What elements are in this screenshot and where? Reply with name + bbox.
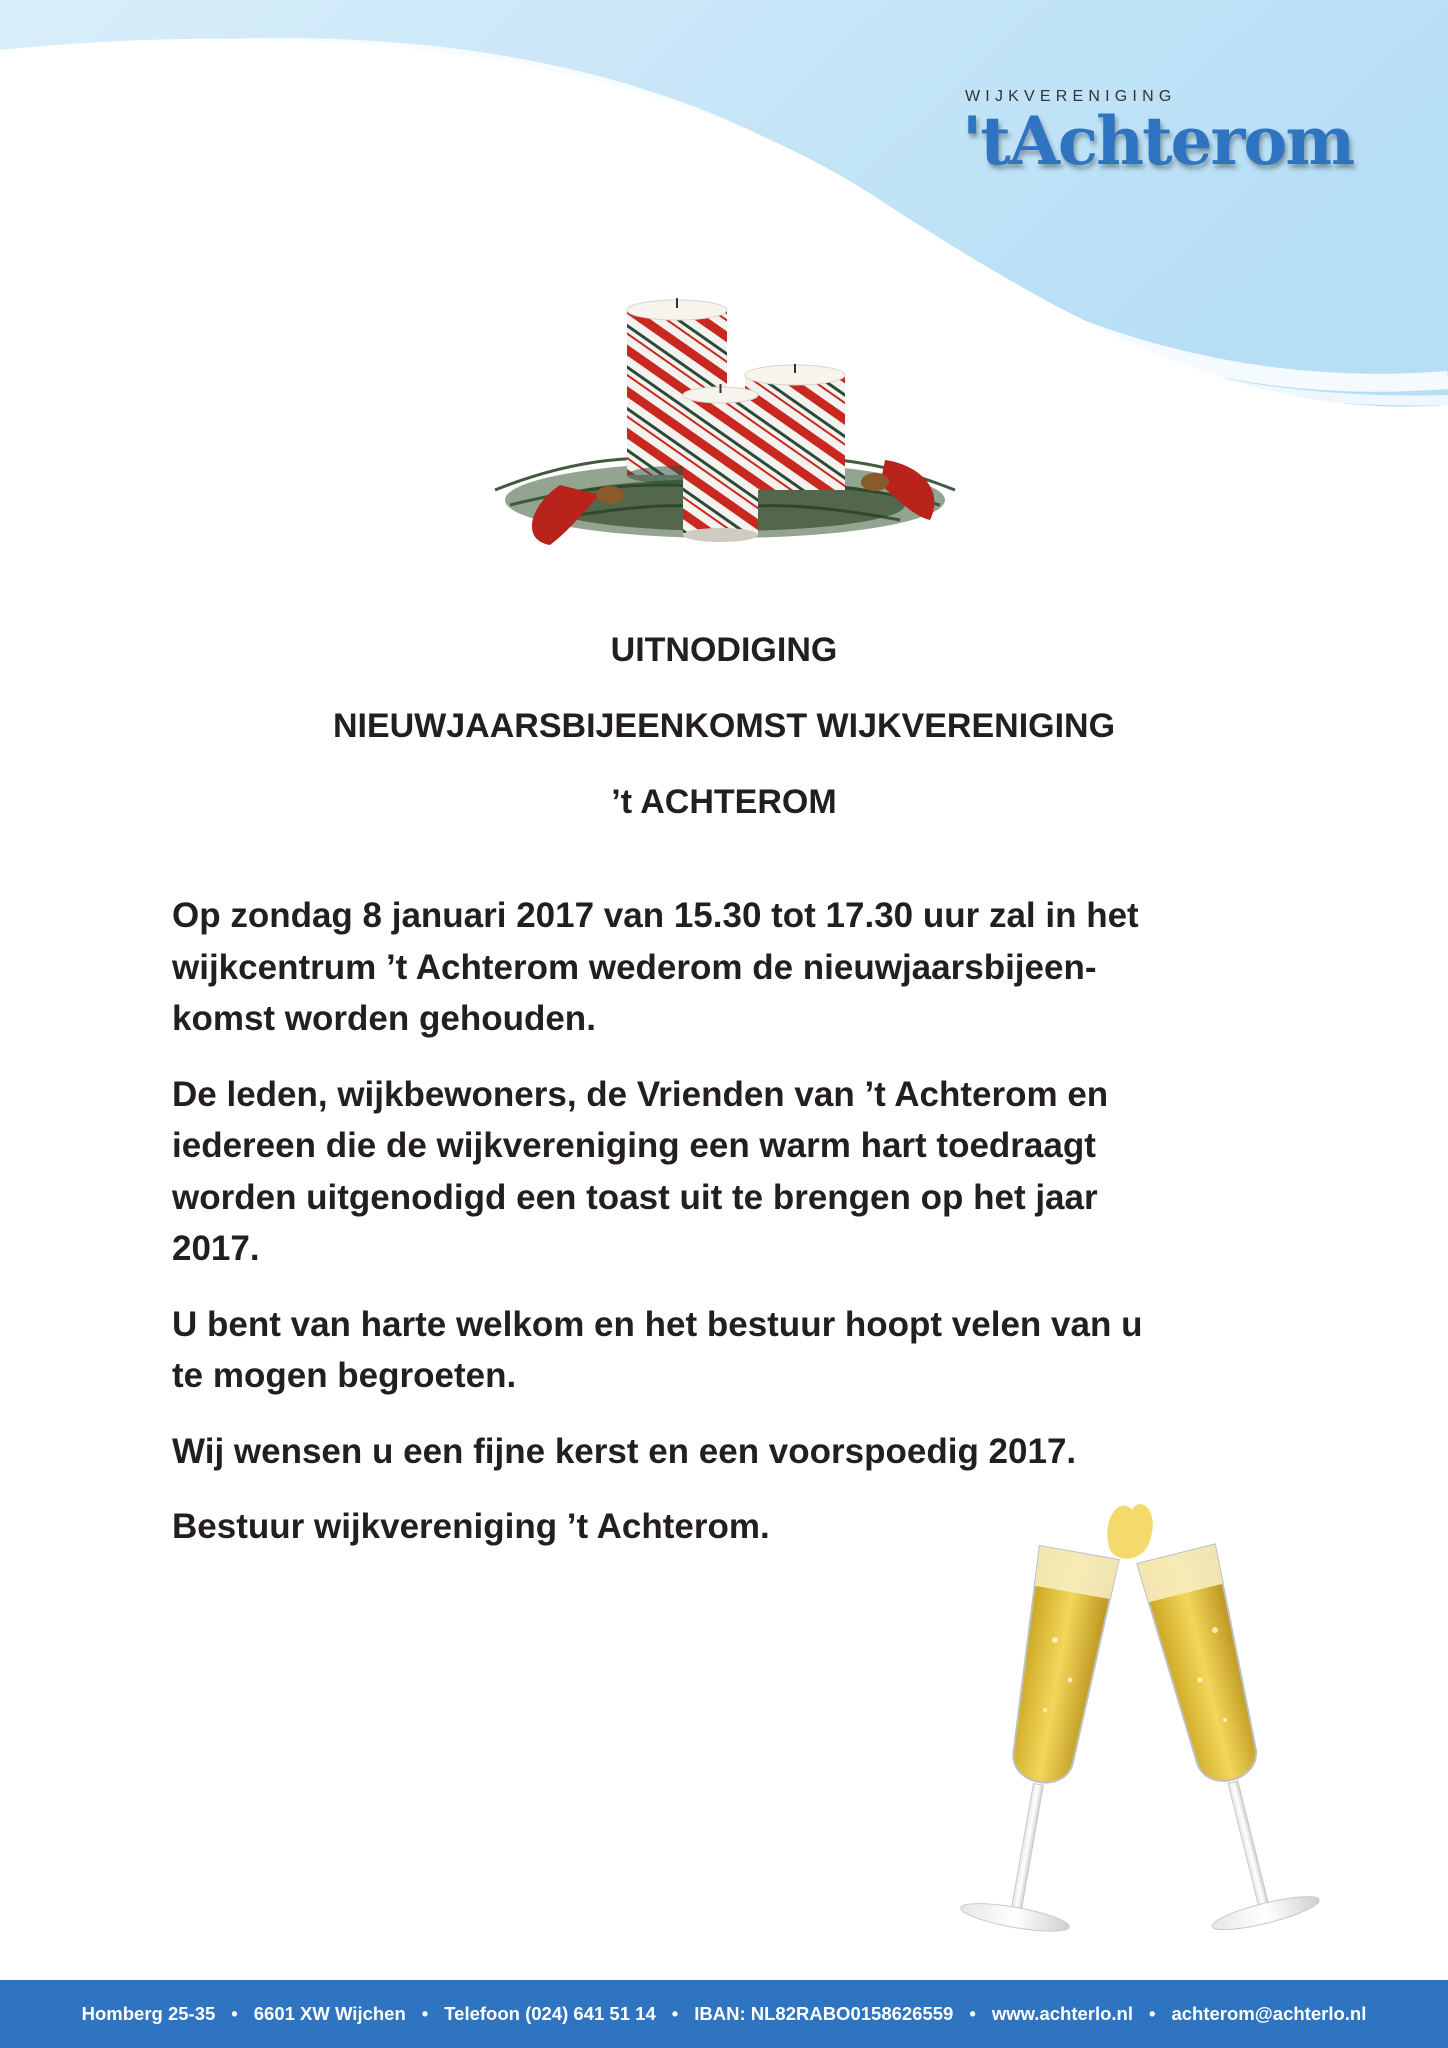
footer-separator: • — [671, 2003, 679, 2024]
footer-contact-bar — [0, 1980, 1448, 2048]
champagne-glasses-image — [960, 1490, 1340, 1980]
footer-website-link[interactable]: www.achterlo.nl — [991, 2003, 1133, 2024]
paragraph-signature: Bestuur wijkvereniging ’t Achterom. — [172, 1507, 770, 1546]
paragraph-invitees: De leden, wijkbewoners, de Vrienden van ’t Achterom en iedereen die de wijkvereniging een warm hart toedraagt worden uitgenodigd een toast uit te brengen op het jaar 2017. — [172, 1074, 1109, 1268]
footer-city: 6601 XW Wijchen — [253, 2003, 406, 2024]
footer-separator: • — [231, 2003, 238, 2024]
footer-iban: IBAN: NL82RABO0158626559 — [694, 2003, 954, 2024]
footer-address: Homberg 25-35 — [81, 2003, 216, 2024]
footer-email-link[interactable]: achterom@achterlo.nl — [1171, 2003, 1367, 2024]
footer-separator: • — [421, 2003, 429, 2024]
candles-wreath-image — [490, 290, 960, 570]
title-event: NIEUWJAARSBIJEENKOMST WIJKVERENIGING — [332, 707, 1116, 745]
footer-phone: Telefoon (024) 641 51 14 — [444, 2003, 656, 2024]
footer-separator: • — [969, 2003, 976, 2024]
title-organization: ’t ACHTEROM — [611, 783, 837, 821]
title-invitation: UITNODIGING — [610, 631, 838, 669]
invitation-titles — [0, 630, 1448, 858]
paragraph-welcome: U bent van harte welkom en het bestuur hoopt velen van u te mogen begroeten. — [172, 1304, 1143, 1395]
logo-name: 'tAchterom — [962, 102, 1354, 180]
footer-separator: • — [1149, 2003, 1156, 2024]
brand-logo — [962, 88, 1385, 198]
logo-subtitle: WIJKVERENIGING — [965, 88, 1177, 105]
paragraph-event-details: Op zondag 8 januari 2017 van 15.30 tot 17.30 uur zal in het wijkcentrum ’t Achterom wederom de nieuwjaarsbijeen- komst worden gehouden. — [172, 896, 1139, 1038]
invitation-body — [172, 890, 1292, 1577]
paragraph-wishes: Wij wensen u een fijne kerst en een voorspoedig 2017. — [172, 1431, 1077, 1471]
